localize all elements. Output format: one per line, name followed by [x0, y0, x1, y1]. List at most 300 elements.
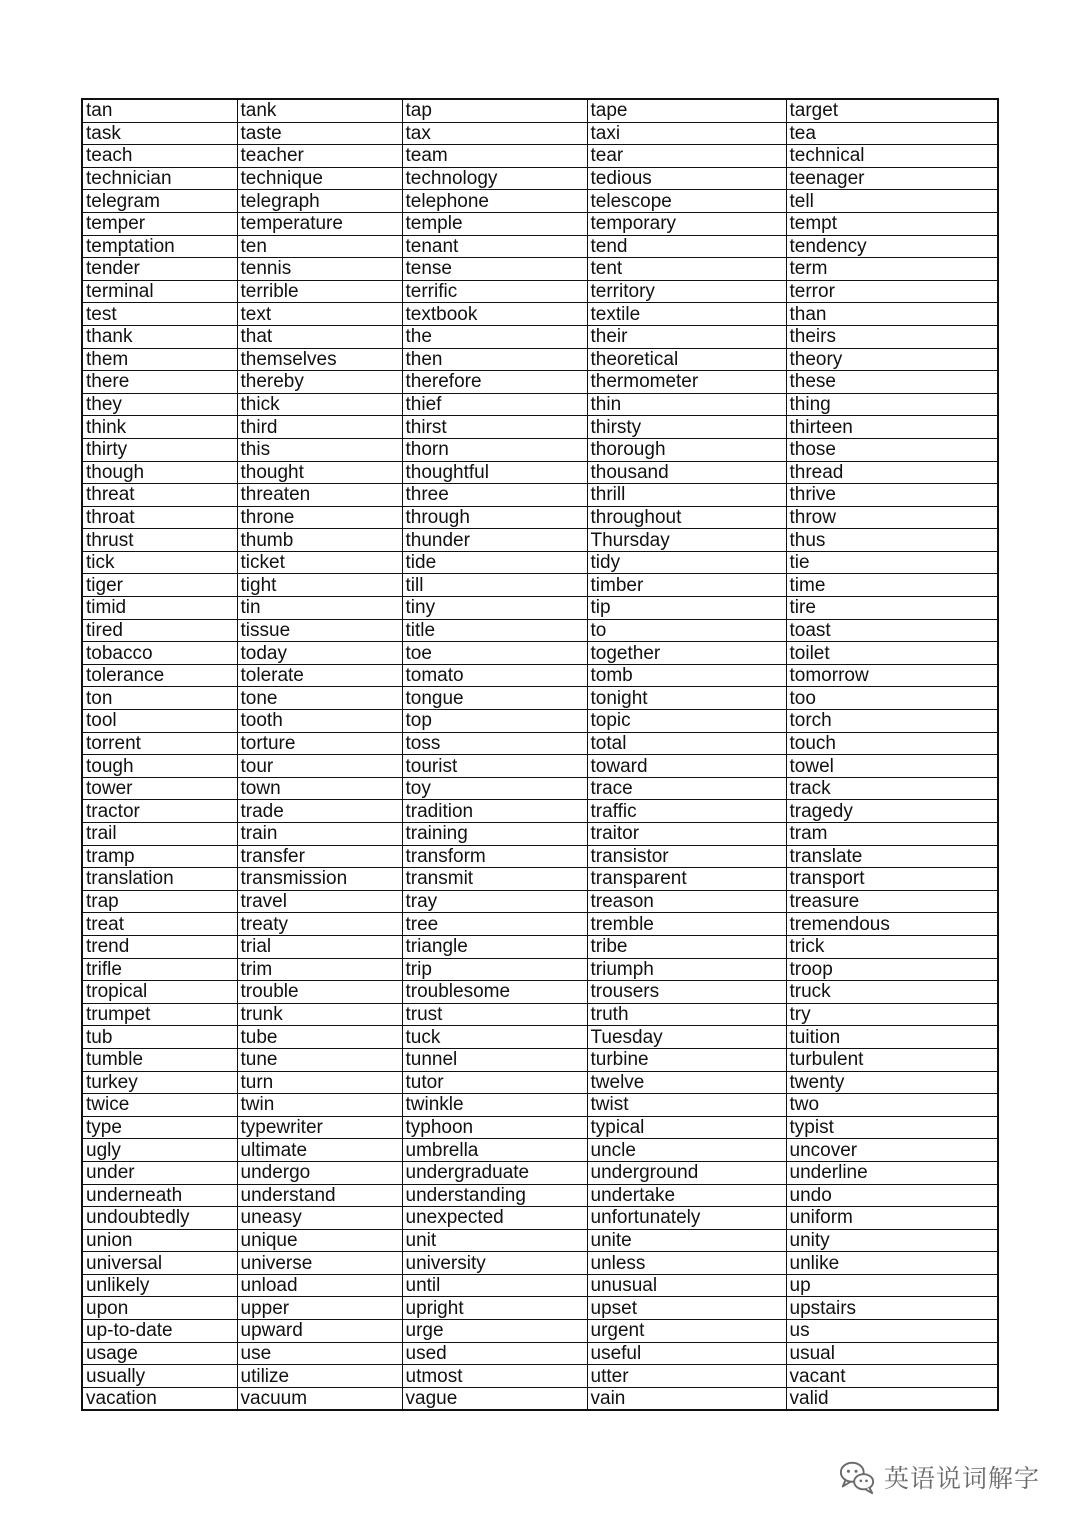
word-cell: tumble: [82, 1048, 237, 1071]
word-cell: unload: [237, 1274, 402, 1297]
word-cell: upset: [587, 1297, 786, 1320]
word-cell: thumb: [237, 529, 402, 552]
word-cell: transfer: [237, 845, 402, 868]
word-cell: teacher: [237, 145, 402, 168]
word-cell: toast: [786, 619, 998, 642]
word-cell: vain: [587, 1387, 786, 1410]
watermark: [838, 1458, 1040, 1496]
word-cell: vacuum: [237, 1387, 402, 1410]
word-cell: transmission: [237, 868, 402, 891]
table-row: [82, 371, 998, 394]
table-row: [82, 800, 998, 823]
word-cell: tired: [82, 619, 237, 642]
word-cell: unique: [237, 1229, 402, 1252]
word-cell: trim: [237, 958, 402, 981]
word-cell: tolerance: [82, 664, 237, 687]
word-cell: tower: [82, 777, 237, 800]
word-cell: them: [82, 348, 237, 371]
watermark-text: 英语说词解字: [884, 1464, 1041, 1493]
table-row: [82, 280, 998, 303]
word-cell: tomato: [402, 664, 587, 687]
word-cell: threat: [82, 484, 237, 507]
word-cell: understand: [237, 1184, 402, 1207]
word-cell: the: [402, 325, 587, 348]
word-cell: tender: [82, 258, 237, 281]
word-cell: thief: [402, 393, 587, 416]
word-cell: themselves: [237, 348, 402, 371]
table-row: [82, 1139, 998, 1162]
word-cell: twinkle: [402, 1094, 587, 1117]
word-cell: temporary: [587, 212, 786, 235]
word-cell: vague: [402, 1387, 587, 1410]
word-cell: union: [82, 1229, 237, 1252]
table-row: [82, 619, 998, 642]
word-cell: treason: [587, 890, 786, 913]
word-cell: tomb: [587, 664, 786, 687]
word-cell: trip: [402, 958, 587, 981]
word-cell: thousand: [587, 461, 786, 484]
word-cell: tank: [237, 99, 402, 122]
word-cell: undergraduate: [402, 1161, 587, 1184]
word-cell: thing: [786, 393, 998, 416]
word-cell: train: [237, 823, 402, 846]
word-cell: usually: [82, 1365, 237, 1388]
word-cell: unexpected: [402, 1207, 587, 1230]
table-row: [82, 1116, 998, 1139]
word-cell: ugly: [82, 1139, 237, 1162]
word-cell: tempt: [786, 212, 998, 235]
word-cell: uncover: [786, 1139, 998, 1162]
word-cell: ultimate: [237, 1139, 402, 1162]
table-row: [82, 913, 998, 936]
word-cell: utilize: [237, 1365, 402, 1388]
word-cell: universal: [82, 1252, 237, 1275]
word-cell: urgent: [587, 1320, 786, 1343]
word-cell: timid: [82, 597, 237, 620]
word-cell: uniform: [786, 1207, 998, 1230]
word-cell: third: [237, 416, 402, 439]
word-cell: threaten: [237, 484, 402, 507]
word-cell: tour: [237, 755, 402, 778]
word-cell: title: [402, 619, 587, 642]
word-cell: undoubtedly: [82, 1207, 237, 1230]
word-cell: tear: [587, 145, 786, 168]
word-cell: thirteen: [786, 416, 998, 439]
table-row: [82, 890, 998, 913]
word-cell: transparent: [587, 868, 786, 891]
word-cell: upon: [82, 1297, 237, 1320]
word-cell: throne: [237, 506, 402, 529]
table-row: [82, 1048, 998, 1071]
word-cell: tolerate: [237, 664, 402, 687]
table-row: [82, 145, 998, 168]
word-cell: tropical: [82, 981, 237, 1004]
word-cell: than: [786, 303, 998, 326]
word-cell: tissue: [237, 619, 402, 642]
word-cell: thrive: [786, 484, 998, 507]
table-row: [82, 1297, 998, 1320]
word-cell: toss: [402, 732, 587, 755]
table-row: [82, 551, 998, 574]
word-cell: tub: [82, 1026, 237, 1049]
table-row: [82, 845, 998, 868]
word-cell: too: [786, 687, 998, 710]
word-cell: utmost: [402, 1365, 587, 1388]
word-cell: thought: [237, 461, 402, 484]
word-cell: technology: [402, 167, 587, 190]
word-cell: unity: [786, 1229, 998, 1252]
word-cell: theoretical: [587, 348, 786, 371]
table-row: [82, 1274, 998, 1297]
word-cell: test: [82, 303, 237, 326]
word-cell: tent: [587, 258, 786, 281]
table-row: [82, 1365, 998, 1388]
word-cell: tide: [402, 551, 587, 574]
word-cell: today: [237, 642, 402, 665]
word-cell: transform: [402, 845, 587, 868]
word-cell: that: [237, 325, 402, 348]
table-row: [82, 303, 998, 326]
word-cell: tea: [786, 122, 998, 145]
word-cell: tractor: [82, 800, 237, 823]
word-cell: twice: [82, 1094, 237, 1117]
word-cell: twenty: [786, 1071, 998, 1094]
word-cell: torture: [237, 732, 402, 755]
table-row: [82, 664, 998, 687]
word-cell: turkey: [82, 1071, 237, 1094]
word-cell: trace: [587, 777, 786, 800]
word-cell: though: [82, 461, 237, 484]
word-cell: textbook: [402, 303, 587, 326]
word-cell: to: [587, 619, 786, 642]
word-cell: uneasy: [237, 1207, 402, 1230]
word-cell: thread: [786, 461, 998, 484]
word-cell: trifle: [82, 958, 237, 981]
word-cell: tape: [587, 99, 786, 122]
word-cell: tell: [786, 190, 998, 213]
word-cell: trend: [82, 935, 237, 958]
word-cell: usage: [82, 1342, 237, 1365]
word-cell: Tuesday: [587, 1026, 786, 1049]
table-row: [82, 416, 998, 439]
table-row: [82, 1094, 998, 1117]
word-cell: understanding: [402, 1184, 587, 1207]
word-cell: unusual: [587, 1274, 786, 1297]
word-cell: thin: [587, 393, 786, 416]
word-cell: telephone: [402, 190, 587, 213]
table-row: [82, 732, 998, 755]
word-cell: tramp: [82, 845, 237, 868]
word-cell: unless: [587, 1252, 786, 1275]
word-cell: throat: [82, 506, 237, 529]
word-cell: therefore: [402, 371, 587, 394]
word-cell: trap: [82, 890, 237, 913]
word-cell: thirst: [402, 416, 587, 439]
word-cell: tourist: [402, 755, 587, 778]
word-cell: triangle: [402, 935, 587, 958]
table-row: [82, 755, 998, 778]
word-cell: tool: [82, 710, 237, 733]
word-cell: tomorrow: [786, 664, 998, 687]
table-row: [82, 99, 998, 122]
word-cell: upright: [402, 1297, 587, 1320]
word-cell: terminal: [82, 280, 237, 303]
word-cell: those: [786, 438, 998, 461]
word-cell: toy: [402, 777, 587, 800]
word-cell: territory: [587, 280, 786, 303]
word-cell: tuition: [786, 1026, 998, 1049]
word-cell: upstairs: [786, 1297, 998, 1320]
word-cell: tremendous: [786, 913, 998, 936]
word-cell: throw: [786, 506, 998, 529]
word-cell: trick: [786, 935, 998, 958]
word-cell: trade: [237, 800, 402, 823]
word-cell: textile: [587, 303, 786, 326]
table-row: [82, 981, 998, 1004]
word-cell: trunk: [237, 1003, 402, 1026]
word-cell: theory: [786, 348, 998, 371]
table-row: [82, 484, 998, 507]
table-row: [82, 1184, 998, 1207]
word-cell: they: [82, 393, 237, 416]
word-cell: traitor: [587, 823, 786, 846]
word-cell: trail: [82, 823, 237, 846]
word-cell: troop: [786, 958, 998, 981]
word-cell: utter: [587, 1365, 786, 1388]
table-row: [82, 935, 998, 958]
table-row: [82, 122, 998, 145]
table-row: [82, 710, 998, 733]
word-cell: unlike: [786, 1252, 998, 1275]
word-cell: till: [402, 574, 587, 597]
table-row: [82, 348, 998, 371]
word-cell: thick: [237, 393, 402, 416]
word-cell: type: [82, 1116, 237, 1139]
table-row: [82, 167, 998, 190]
word-cell: telegram: [82, 190, 237, 213]
word-cell: there: [82, 371, 237, 394]
table-row: [82, 868, 998, 891]
word-cell: towel: [786, 755, 998, 778]
word-cell: theirs: [786, 325, 998, 348]
word-cell: text: [237, 303, 402, 326]
word-cell: twist: [587, 1094, 786, 1117]
word-cell: usual: [786, 1342, 998, 1365]
table-row: [82, 1387, 998, 1410]
word-cell: temple: [402, 212, 587, 235]
word-cell: universe: [237, 1252, 402, 1275]
word-cell: tend: [587, 235, 786, 258]
table-row: [82, 393, 998, 416]
word-cell: total: [587, 732, 786, 755]
word-cell: transmit: [402, 868, 587, 891]
word-cell: tight: [237, 574, 402, 597]
word-cell: tick: [82, 551, 237, 574]
word-cell: think: [82, 416, 237, 439]
word-cell: useful: [587, 1342, 786, 1365]
word-cell: treat: [82, 913, 237, 936]
word-cell: typist: [786, 1116, 998, 1139]
word-cell: unlikely: [82, 1274, 237, 1297]
word-cell: travel: [237, 890, 402, 913]
word-cell: topic: [587, 710, 786, 733]
table-row: [82, 506, 998, 529]
word-cell: touch: [786, 732, 998, 755]
word-cell: university: [402, 1252, 587, 1275]
word-cell: thrust: [82, 529, 237, 552]
word-cell: together: [587, 642, 786, 665]
word-cell: unit: [402, 1229, 587, 1252]
word-cell: tradition: [402, 800, 587, 823]
word-cell: these: [786, 371, 998, 394]
word-cell: thereby: [237, 371, 402, 394]
word-cell: tunnel: [402, 1048, 587, 1071]
word-cell: valid: [786, 1387, 998, 1410]
word-cell: tire: [786, 597, 998, 620]
table-row: [82, 529, 998, 552]
word-cell: vacation: [82, 1387, 237, 1410]
word-cell: torch: [786, 710, 998, 733]
word-cell: tobacco: [82, 642, 237, 665]
word-cell: unite: [587, 1229, 786, 1252]
word-cell: tutor: [402, 1071, 587, 1094]
word-cell: ton: [82, 687, 237, 710]
word-cell: trust: [402, 1003, 587, 1026]
word-cell: tiny: [402, 597, 587, 620]
word-cell: triumph: [587, 958, 786, 981]
table-row: [82, 1161, 998, 1184]
word-cell: traffic: [587, 800, 786, 823]
word-cell: two: [786, 1094, 998, 1117]
word-cell: treasure: [786, 890, 998, 913]
word-cell: tendency: [786, 235, 998, 258]
word-cell: typical: [587, 1116, 786, 1139]
word-cell: translate: [786, 845, 998, 868]
word-cell: telegraph: [237, 190, 402, 213]
word-cell: tram: [786, 823, 998, 846]
word-cell: underline: [786, 1161, 998, 1184]
word-cell: tan: [82, 99, 237, 122]
table-row: [82, 1003, 998, 1026]
table-row: [82, 325, 998, 348]
word-cell: their: [587, 325, 786, 348]
word-cell: top: [402, 710, 587, 733]
word-cell: telescope: [587, 190, 786, 213]
word-cell: tongue: [402, 687, 587, 710]
word-cell: town: [237, 777, 402, 800]
word-cell: treaty: [237, 913, 402, 936]
word-cell: tie: [786, 551, 998, 574]
word-cell: trumpet: [82, 1003, 237, 1026]
word-cell: typhoon: [402, 1116, 587, 1139]
table-row: [82, 212, 998, 235]
word-cell: troublesome: [402, 981, 587, 1004]
word-cell: tap: [402, 99, 587, 122]
word-cell: tin: [237, 597, 402, 620]
word-cell: tonight: [587, 687, 786, 710]
word-cell: teenager: [786, 167, 998, 190]
word-cell: tuck: [402, 1026, 587, 1049]
word-cell: transport: [786, 868, 998, 891]
word-cell: twelve: [587, 1071, 786, 1094]
word-cell: technical: [786, 145, 998, 168]
table-row: [82, 438, 998, 461]
word-cell: thirty: [82, 438, 237, 461]
word-cell: tooth: [237, 710, 402, 733]
word-cell: transistor: [587, 845, 786, 868]
word-cell: tray: [402, 890, 587, 913]
word-cell: undo: [786, 1184, 998, 1207]
word-cell: use: [237, 1342, 402, 1365]
word-cell: undertake: [587, 1184, 786, 1207]
word-cell: thunder: [402, 529, 587, 552]
word-cell: thermometer: [587, 371, 786, 394]
word-cell: tone: [237, 687, 402, 710]
table-row: [82, 1207, 998, 1230]
word-cell: task: [82, 122, 237, 145]
word-cell: typewriter: [237, 1116, 402, 1139]
word-cell: trouble: [237, 981, 402, 1004]
word-cell: this: [237, 438, 402, 461]
word-cell: undergo: [237, 1161, 402, 1184]
table-row: [82, 574, 998, 597]
table-row: [82, 190, 998, 213]
word-cell: through: [402, 506, 587, 529]
table-row: [82, 642, 998, 665]
table-row: [82, 1071, 998, 1094]
word-cell: thorn: [402, 438, 587, 461]
word-cell: twin: [237, 1094, 402, 1117]
table-row: [82, 1026, 998, 1049]
vocabulary-table-body: [82, 99, 998, 1410]
word-cell: under: [82, 1161, 237, 1184]
word-cell: vacant: [786, 1365, 998, 1388]
word-cell: turbine: [587, 1048, 786, 1071]
table-row: [82, 597, 998, 620]
word-cell: try: [786, 1003, 998, 1026]
word-cell: track: [786, 777, 998, 800]
word-cell: technique: [237, 167, 402, 190]
word-cell: taste: [237, 122, 402, 145]
word-cell: tip: [587, 597, 786, 620]
word-cell: uncle: [587, 1139, 786, 1162]
word-cell: tremble: [587, 913, 786, 936]
word-cell: translation: [82, 868, 237, 891]
word-cell: terrific: [402, 280, 587, 303]
word-cell: trousers: [587, 981, 786, 1004]
chat-bubbles-icon: [838, 1458, 876, 1496]
word-cell: torrent: [82, 732, 237, 755]
word-cell: Thursday: [587, 529, 786, 552]
word-cell: thus: [786, 529, 998, 552]
word-cell: tenant: [402, 235, 587, 258]
word-cell: toilet: [786, 642, 998, 665]
word-cell: tragedy: [786, 800, 998, 823]
table-row: [82, 461, 998, 484]
word-cell: truck: [786, 981, 998, 1004]
word-cell: until: [402, 1274, 587, 1297]
word-cell: up: [786, 1274, 998, 1297]
word-cell: tense: [402, 258, 587, 281]
word-cell: time: [786, 574, 998, 597]
word-cell: terror: [786, 280, 998, 303]
table-row: [82, 687, 998, 710]
table-row: [82, 1320, 998, 1343]
word-cell: underground: [587, 1161, 786, 1184]
vocabulary-table: [81, 98, 999, 1411]
word-cell: tennis: [237, 258, 402, 281]
word-cell: thoughtful: [402, 461, 587, 484]
